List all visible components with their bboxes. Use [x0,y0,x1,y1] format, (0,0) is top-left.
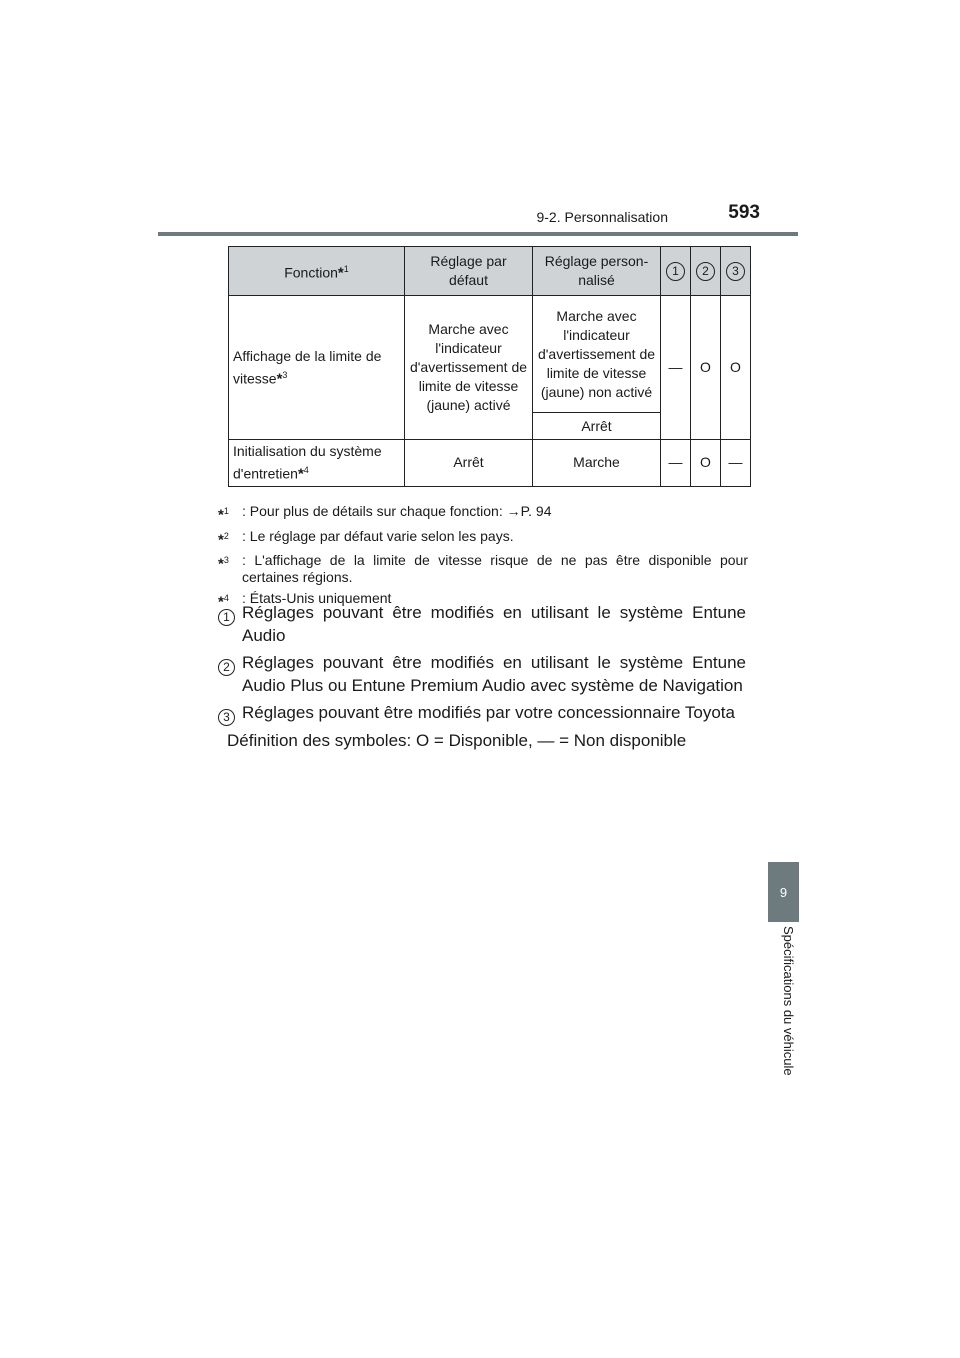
header-col-3 [721,247,751,296]
row-default-maintenance: Arrêt [405,440,533,487]
list-item [218,701,746,727]
chapter-tab[interactable] [768,862,799,922]
row-custom-speed-limit-a: Marche avec l'indicateur d'avertissement de limite de vitesse (jaune) non activé [533,296,661,413]
legend-text: Réglages pouvant être modifiés en utilisant le système Entune Audio Plus ou Entune Premium Audio avec système de Navigation [242,653,746,695]
row-col1-maintenance: — [661,440,691,487]
footnotes [218,503,748,615]
header-custom-setting: Réglage person-nalisé [533,247,661,296]
footnote-item: *$^1$ : Pour plus de détails sur chaque fonction: →P. 94 [218,503,552,524]
number-3-icon: 3 [218,709,235,726]
row-default-speed-limit: Marche avec l'indicateur d'avertissement de limite de vitesse (jaune) activé [405,296,533,440]
number-3-icon: 3 [726,262,745,281]
header-col-1 [661,247,691,296]
customization-table [228,246,751,487]
row-col2-maintenance: O [691,440,721,487]
row-function-speed-limit: Affichage de la limite de vitesse*$^3$ [229,296,405,440]
chapter-number: 9 [779,884,788,900]
symbols-definition: Définition des symboles: O = Disponible, — = Non disponible [227,731,687,750]
row-col3-maintenance: — [721,440,751,487]
section-title: 9-2. Personnalisation [536,209,668,225]
page-number: 593 [728,202,760,223]
header-col-2 [691,247,721,296]
footnote-item: *$^4$ : États-Unis uniquement [218,590,392,611]
table-row [229,296,751,413]
table-row [229,440,751,487]
column-legend [218,601,746,731]
list-item [218,651,746,697]
row-custom-speed-limit-b: Arrêt [533,413,661,440]
chapter-title: Spécifications du véhicule [781,926,796,1076]
legend-text: Réglages pouvant être modifiés par votre concessionnaire Toyota [242,703,735,722]
row-col1-speed-limit: — [661,296,691,440]
footnote-item: *$^2$ : Le réglage par défaut varie selon les pays. [218,527,514,549]
row-col2-speed-limit: O [691,296,721,440]
legend-text: Réglages pouvant être modifiés en utilisant le système Entune Audio [242,603,746,645]
header-function: Fonction*$^1$ [229,247,405,296]
number-1-icon: 1 [666,262,685,281]
table-header-row [229,247,751,296]
footnote-item: *$^3$ : L'affichage de la limite de vitesse risque de ne pas être disponible pour certaines régions. [218,552,748,586]
row-col3-speed-limit: O [721,296,751,440]
list-item [218,601,746,647]
number-2-icon: 2 [218,659,235,676]
number-2-icon: 2 [696,262,715,281]
header-rule [158,232,798,236]
header-default-setting: Réglage par défaut [405,247,533,296]
number-1-icon: 1 [218,609,235,626]
row-function-maintenance: Initialisation du système d'entretien*$^4$ [229,440,405,487]
row-custom-maintenance: Marche [533,440,661,487]
